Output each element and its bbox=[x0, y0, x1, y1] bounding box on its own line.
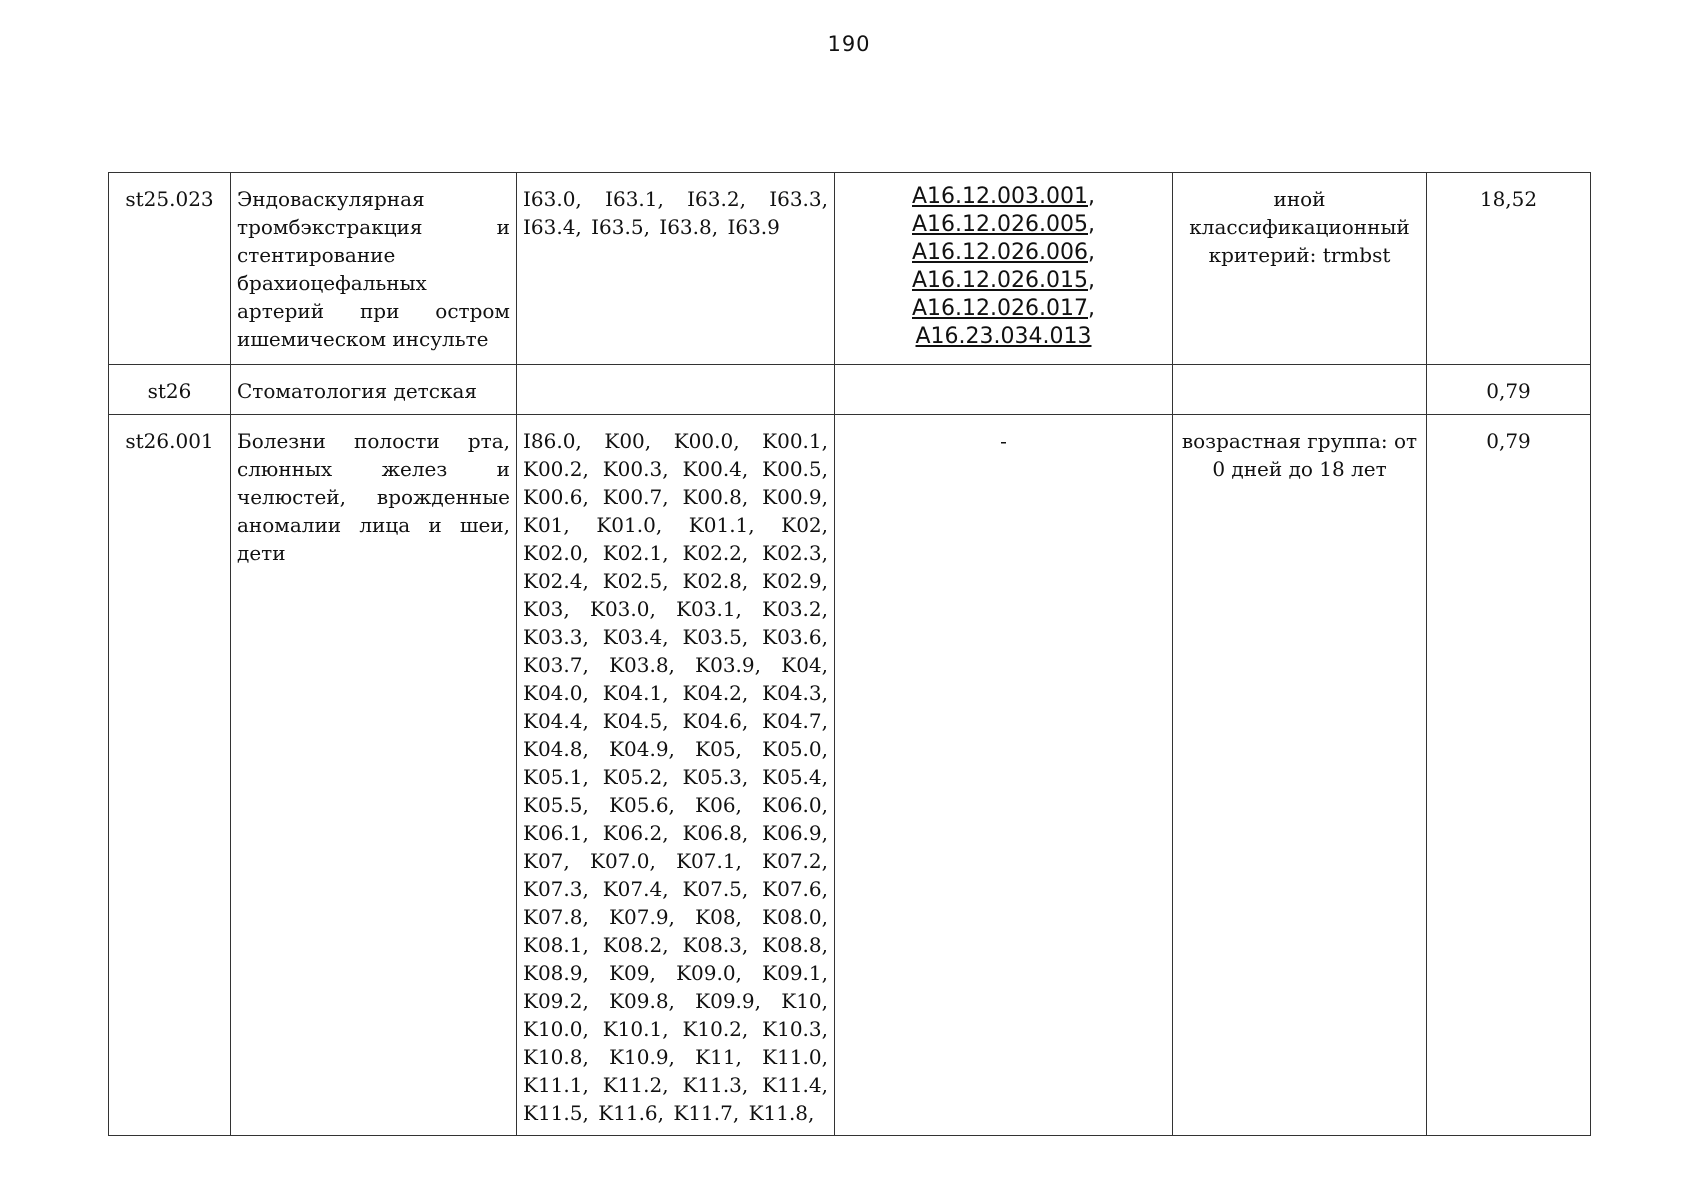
tariff-table bbox=[108, 172, 1591, 1136]
group-code-cell: st26.001 bbox=[109, 415, 231, 1136]
table-row bbox=[109, 173, 1591, 365]
group-name-cell: Стоматология детская bbox=[231, 365, 517, 415]
table-row bbox=[109, 365, 1591, 415]
diagnosis-codes-cell: I63.0, I63.1, I63.2, I63.3, I63.4, I63.5, I63.8, I63.9 bbox=[517, 173, 835, 365]
criteria-cell: возрастная группа: от 0 дней до 18 лет bbox=[1173, 415, 1427, 1136]
operation-codes-cell: A16.12.003.001, A16.12.026.005, A16.12.026.006, A16.12.026.015, A16.12.026.017, A16.23.034.013 bbox=[835, 173, 1173, 365]
operation-codes-cell bbox=[835, 365, 1173, 415]
criteria-cell: иной классификационный критерий: trmbst bbox=[1173, 173, 1427, 365]
coefficient-cell: 0,79 bbox=[1427, 365, 1591, 415]
table-row bbox=[109, 415, 1591, 1136]
operation-code-link[interactable]: A16.12.026.015 bbox=[912, 268, 1088, 293]
operation-codes-cell: - bbox=[835, 415, 1173, 1136]
page-number: 190 bbox=[827, 32, 871, 56]
diagnosis-codes-cell bbox=[517, 365, 835, 415]
operation-code-link[interactable]: A16.12.026.006 bbox=[912, 240, 1088, 265]
group-code-cell: st25.023 bbox=[109, 173, 231, 365]
group-code-cell: st26 bbox=[109, 365, 231, 415]
group-name-cell: Эндоваскулярная тромбэкстракция и стентирование брахиоцефальных артерий при остром ишемическом инсульте bbox=[231, 173, 517, 365]
diagnosis-codes-cell: I86.0, K00, K00.0, K00.1, K00.2, K00.3, K00.4, K00.5, K00.6, K00.7, K00.8, K00.9, K01, K01.0, K01.1, K02, K02.0, K02.1, K02.2, K02.3, K02.4, K02.5, K02.8, K02.9, K03, K03.0, K03.1, K03.2, K03.3, K03.4, K03.5, K03.6, K03.7, K03.8, K03.9, K04, K04.0, K04.1, K04.2, K04.3, K04.4, K04.5, K04.6, K04.7, K04.8, K04.9, K05, K05.0, K05.1, K05.2, K05.3, K05.4, K05.5, K05.6, K06, K06.0, K06.1, K06.2, K06.8, K06.9, K07, K07.0, K07.1, K07.2, K07.3, K07.4, K07.5, K07.6, K07.8, K07.9, K08, K08.0, K08.1, K08.2, K08.3, K08.8, K08.9, K09, K09.0, K09.1, K09.2, K09.8, K09.9, K10, K10.0, K10.1, K10.2, K10.3, K10.8, K10.9, K11, K11.0, K11.1, K11.2, K11.3, K11.4, K11.5, K11.6, K11.7, K11.8, bbox=[517, 415, 835, 1136]
operation-code-link[interactable]: A16.12.026.017 bbox=[912, 296, 1088, 321]
criteria-cell bbox=[1173, 365, 1427, 415]
operation-code-link[interactable]: A16.12.003.001 bbox=[912, 184, 1088, 209]
group-name-cell: Болезни полости рта, слюнных желез и челюстей, врожденные аномалии лица и шеи, дети bbox=[231, 415, 517, 1136]
operation-code-link[interactable]: A16.12.026.005 bbox=[912, 212, 1088, 237]
operation-code-link[interactable]: A16.23.034.013 bbox=[915, 324, 1092, 349]
coefficient-cell: 18,52 bbox=[1427, 173, 1591, 365]
coefficient-cell: 0,79 bbox=[1427, 415, 1591, 1136]
